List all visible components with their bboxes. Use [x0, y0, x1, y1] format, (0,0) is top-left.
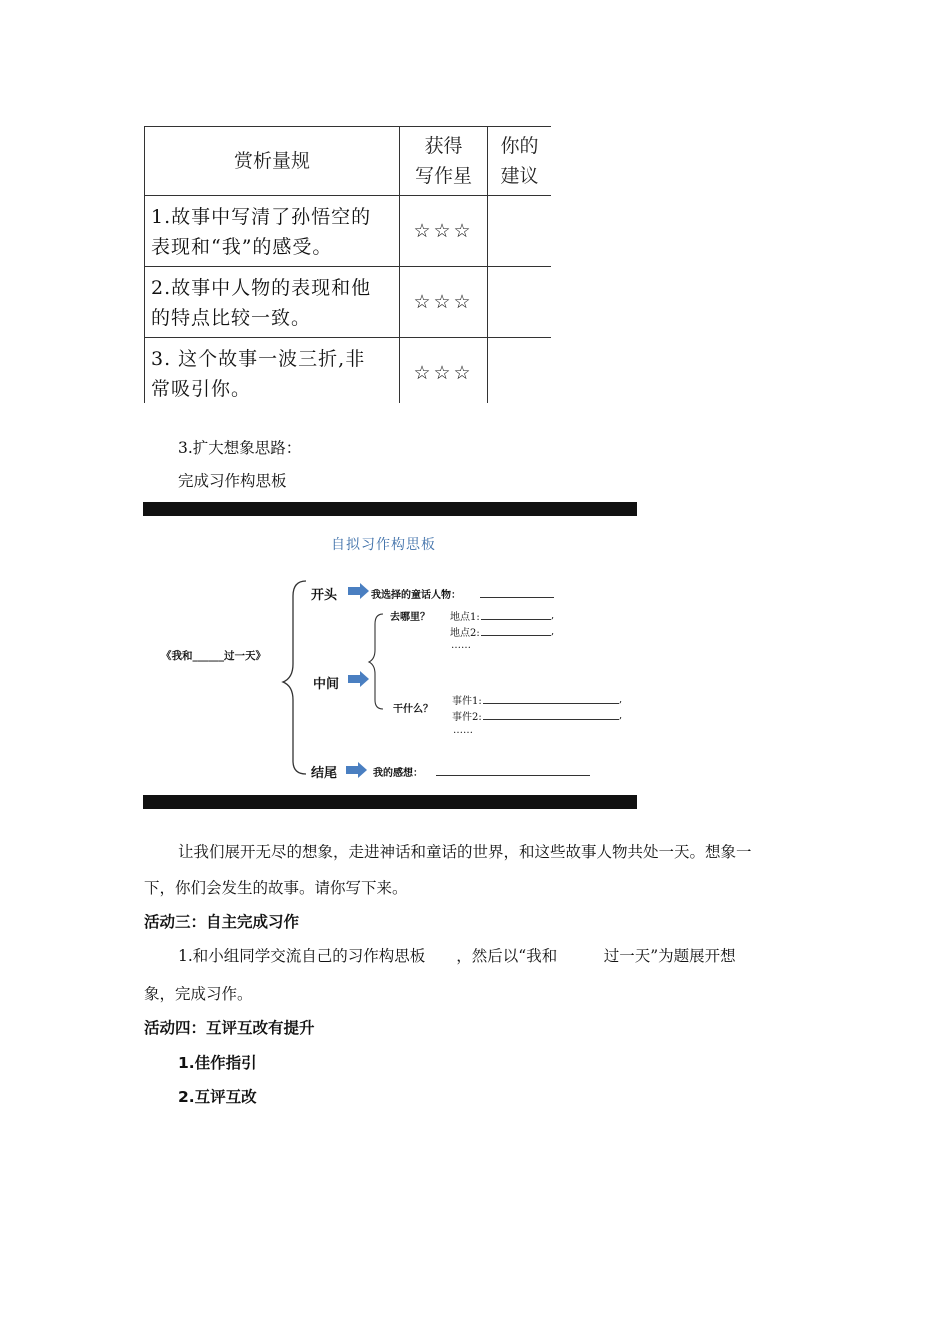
arrow-icon [346, 762, 367, 778]
arrow-icon [348, 671, 369, 687]
rubric-advice-cell [488, 196, 552, 267]
rubric-advice-cell [488, 267, 552, 338]
blank-line [436, 775, 590, 776]
what-prompt: 干什么？ [393, 704, 433, 715]
paragraph-line: 1.和小组同学交流自己的习作构思板 ，然后以“我和 过一天”为题展开想 [178, 947, 736, 965]
comma: , [619, 694, 623, 705]
list-item: 1.佳作指引 [178, 1054, 257, 1072]
start-prompt: 我选择的童话人物： [371, 590, 461, 601]
board-bottom-bar [143, 795, 637, 809]
activity-heading: 活动三：自主完成习作 [144, 913, 300, 931]
paragraph-line: 让我们展开无尽的想象，走进神话和童话的世界，和这些故事人物共处一天。想象一 [178, 843, 752, 861]
comma: , [551, 626, 555, 637]
ellipsis: …… [451, 640, 471, 651]
label-start: 开头 [311, 588, 338, 603]
paragraph-line: 象，完成习作。 [144, 985, 253, 1003]
event2-label: 事件2: [452, 712, 482, 723]
label-middle: 中间 [313, 677, 340, 692]
paragraph-line: 下，你们会发生的故事。请你写下来。 [144, 879, 408, 897]
rubric-table [144, 126, 551, 403]
rubric-criterion: 3. 这个故事一波三折,非 常吸引你。 [145, 338, 400, 404]
rubric-header-advice: 你的 建议 [488, 127, 552, 196]
section-subheading: 完成习作构思板 [178, 472, 287, 490]
arrow-icon [348, 583, 369, 599]
activity-heading: 活动四：互评互改有提升 [144, 1019, 315, 1037]
rubric-stars: ☆☆☆ [400, 196, 488, 267]
comma: , [619, 710, 623, 721]
blank-line [481, 619, 551, 620]
topic-title: 《我和______过一天》 [161, 650, 266, 662]
ellipsis: …… [453, 725, 473, 736]
list-item: 2.互评互改 [178, 1088, 257, 1106]
blank-line [483, 719, 619, 720]
blank-line [483, 703, 619, 704]
board-top-bar [143, 502, 637, 516]
rubric-stars: ☆☆☆ [400, 267, 488, 338]
where-prompt: 去哪里？ [390, 612, 430, 623]
label-end: 结尾 [311, 766, 338, 781]
rubric-criterion: 2.故事中人物的表现和他 的特点比较一致。 [145, 267, 400, 338]
blank-line [480, 597, 554, 598]
rubric-advice-cell [488, 338, 552, 404]
place2-label: 地点2: [450, 628, 480, 639]
comma: , [551, 610, 555, 621]
table-row [145, 338, 552, 404]
blank-line [481, 635, 551, 636]
end-prompt: 我的感想： [373, 768, 423, 779]
place1-label: 地点1: [450, 612, 480, 623]
section-heading: 3.扩大想象思路： [178, 439, 302, 457]
event1-label: 事件1: [452, 696, 482, 707]
board-title: 自拟习作构思板 [331, 537, 436, 553]
rubric-stars: ☆☆☆ [400, 338, 488, 404]
writing-board [143, 516, 637, 795]
table-row [145, 267, 552, 338]
table-row [145, 196, 552, 267]
rubric-header-stars: 获得 写作星 [400, 127, 488, 196]
rubric-criterion: 1.故事中写清了孙悟空的 表现和“我”的感受。 [145, 196, 400, 267]
rubric-header-criteria: 赏析量规 [145, 127, 400, 196]
